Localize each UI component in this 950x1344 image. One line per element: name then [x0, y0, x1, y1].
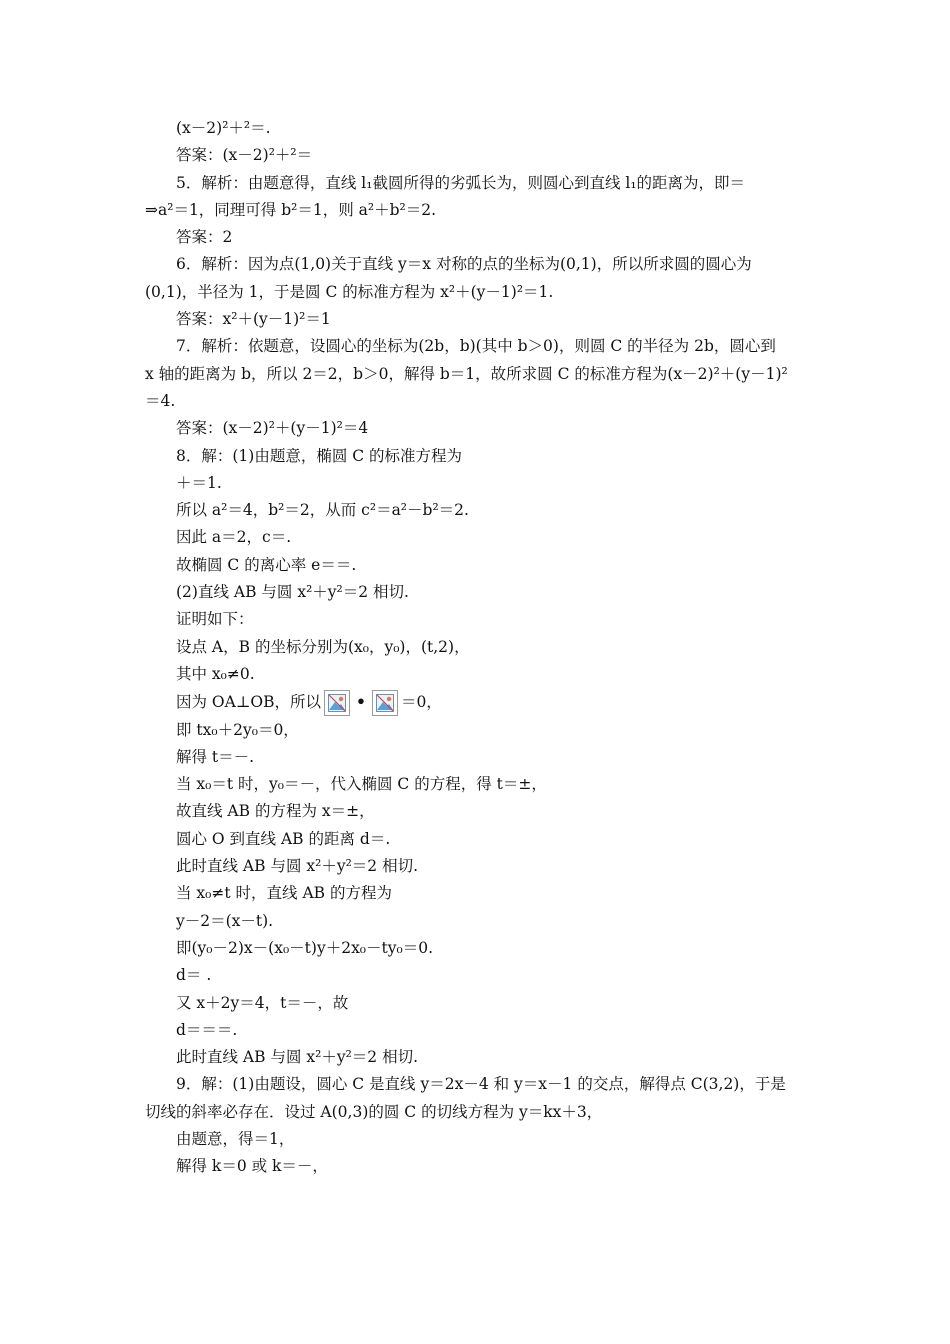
- text-line: 故直线 AB 的方程为 x＝±，: [176, 802, 375, 821]
- text-line: 其中 x₀≠0.: [176, 664, 255, 683]
- text-line: 由题意，得＝1，: [176, 1129, 295, 1148]
- text-line: 答案：(x－2)²＋(y－1)²＝4: [176, 419, 369, 438]
- text-line: 设点 A，B 的坐标分别为(x₀，y₀)，(t,2)，: [176, 637, 470, 656]
- text-line: ⇒a²＝1，同理可得 b²＝1，则 a²＋b²＝2.: [145, 200, 437, 219]
- text-line: 圆心 O 到直线 AB 的距离 d＝.: [176, 829, 391, 848]
- text-line: 答案：2: [176, 228, 233, 247]
- vector-equation-line: [145, 688, 815, 716]
- text-line: 解得 k＝0 或 k＝－，: [176, 1157, 328, 1176]
- solution-text: [145, 115, 815, 1181]
- text-line: x 轴的距离为 b，所以 2＝2，b＞0，解得 b＝1，故所求圆 C 的标准方程为(x－2)²＋(y－1)²: [145, 364, 788, 383]
- text-line: 证明如下：: [176, 610, 254, 629]
- broken-image-icon: [324, 690, 350, 716]
- text-line: 6．解析：因为点(1,0)关于直线 y＝x 对称的点的坐标为(0,1)，所以所求圆的圆心为: [176, 255, 752, 274]
- text-line: 因此 a＝2，c＝.: [176, 528, 292, 547]
- vector-line-prefix: 因为 OA⊥OB，所以: [176, 693, 322, 712]
- text-line: 又 x＋2y＝4，t＝－，故: [176, 993, 349, 1012]
- text-line: 即(y₀－2)x－(x₀－t)y＋2x₀－ty₀＝0.: [176, 938, 434, 957]
- text-line: 8．解：(1)由题意，椭圆 C 的标准方程为: [176, 446, 463, 465]
- text-line: 即 tx₀＋2y₀＝0，: [176, 720, 299, 739]
- text-line: ＝4.: [145, 391, 176, 410]
- text-line: ＋＝1.: [176, 473, 222, 492]
- text-line: d＝＝＝.: [176, 1020, 238, 1039]
- text-line: 5．解析：由题意得，直线 l₁截圆所得的劣弧长为，则圆心到直线 l₁的距离为，即＝: [176, 173, 746, 192]
- text-line: d＝ .: [176, 966, 212, 985]
- text-line: (0,1)，半径为 1，于是圆 C 的标准方程为 x²＋(y－1)²＝1.: [145, 282, 554, 301]
- text-line: 答案：(x－2)²＋²＝: [176, 146, 313, 165]
- text-line: y－2＝(x－t).: [176, 911, 274, 930]
- text-line: 答案：x²＋(y－1)²＝1: [176, 310, 331, 329]
- text-line: 当 x₀＝t 时，y₀＝－，代入椭圆 C 的方程，得 t＝±，: [176, 775, 547, 794]
- text-block-2: [145, 717, 815, 1181]
- text-block-1: [145, 115, 815, 688]
- text-line: 所以 a²＝4，b²＝2，从而 c²＝a²－b²＝2.: [176, 501, 469, 520]
- vector-line-suffix: ＝0，: [400, 693, 442, 712]
- text-line: 9．解：(1)由题设，圆心 C 是直线 y＝2x－4 和 y＝x－1 的交点，解得点 C(3,2)，于是: [176, 1075, 786, 1094]
- dot-product-symbol: •: [356, 692, 366, 712]
- text-line: (2)直线 AB 与圆 x²＋y²＝2 相切.: [176, 583, 409, 602]
- text-line: 此时直线 AB 与圆 x²＋y²＝2 相切.: [176, 857, 419, 876]
- text-line: 7．解析：依题意，设圆心的坐标为(2b，b)(其中 b＞0)，则圆 C 的半径为 2b，圆心到: [176, 337, 776, 356]
- broken-image-icon: [372, 690, 398, 716]
- text-line: (x－2)²＋²＝.: [176, 119, 271, 137]
- text-line: 解得 t＝－.: [176, 747, 255, 766]
- text-line: 故椭圆 C 的离心率 e＝＝.: [176, 555, 357, 574]
- text-line: 当 x₀≠t 时，直线 AB 的方程为: [176, 884, 392, 903]
- text-line: 此时直线 AB 与圆 x²＋y²＝2 相切.: [176, 1048, 419, 1067]
- text-line: 切线的斜率必存在．设过 A(0,3)的圆 C 的切线方程为 y＝kx＋3，: [145, 1102, 603, 1121]
